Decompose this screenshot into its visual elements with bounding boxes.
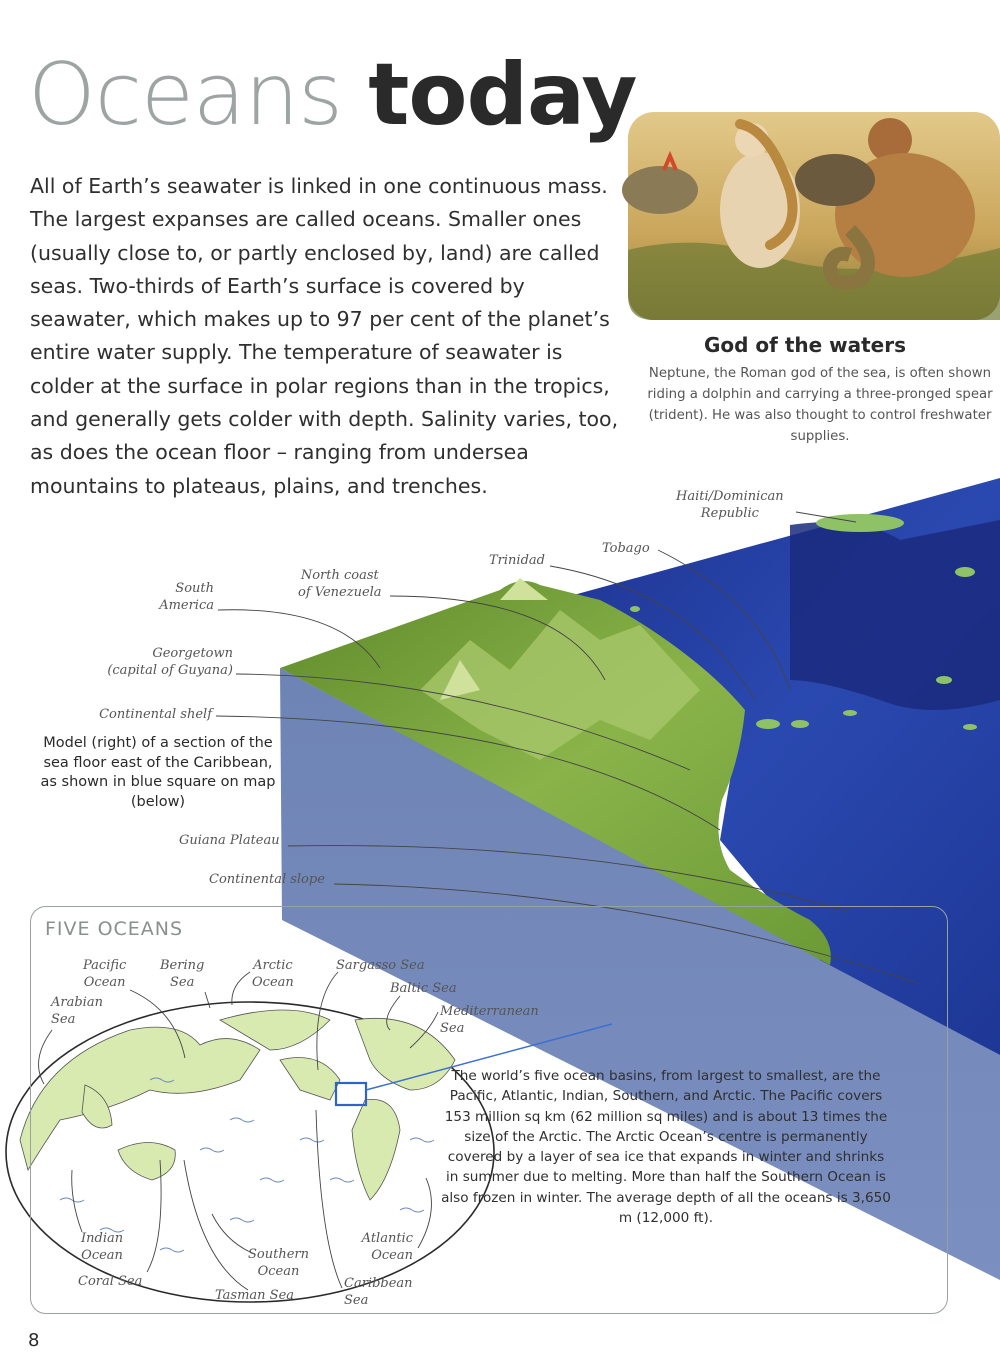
label-southern-ocean: Southern Ocean: [248, 1247, 309, 1279]
label-haiti: Haiti/Dominican Republic: [676, 489, 784, 521]
label-tobago: Tobago: [602, 541, 650, 556]
label-arabian-sea: Arabian Sea: [51, 995, 103, 1027]
page-title: [28, 45, 637, 145]
label-georgetown: Georgetown (capital of Guyana): [107, 646, 233, 678]
page-number: 8: [28, 1330, 40, 1351]
title-bold: today: [368, 45, 637, 145]
label-south-america: South America: [159, 581, 214, 613]
painting-caption: Neptune, the Roman god of the sea, is often shown riding a dolphin and carrying a three-pronged spear (trident). He was also thought to control freshwater supplies.: [647, 366, 993, 444]
label-arctic-ocean: Arctic Ocean: [252, 958, 294, 990]
label-continental-slope: Continental slope: [209, 872, 325, 887]
neptune-painting: [622, 112, 1000, 320]
label-bering-sea: Bering Sea: [160, 958, 205, 990]
label-mediterranean-sea: Mediterranean Sea: [440, 1004, 539, 1036]
label-baltic-sea: Baltic Sea: [390, 981, 457, 996]
label-trinidad: Trinidad: [489, 553, 545, 568]
label-indian-ocean: Indian Ocean: [81, 1231, 124, 1263]
title-light: Oceans: [28, 45, 342, 145]
label-coral-sea: Coral Sea: [78, 1274, 143, 1289]
label-pacific-ocean: Pacific Ocean: [83, 958, 127, 990]
label-caribbean-sea: Caribbean Sea: [344, 1276, 413, 1308]
label-continental-shelf: Continental shelf: [99, 707, 212, 722]
label-atlantic-ocean: Atlantic Ocean: [361, 1231, 413, 1263]
painting-title: God of the waters: [703, 333, 907, 357]
label-sargasso-sea: Sargasso Sea: [336, 958, 425, 973]
label-guiana-plateau: Guiana Plateau: [179, 833, 280, 848]
intro-paragraph: All of Earth’s seawater is linked in one continuous mass. The largest expanses are called oceans. Smaller ones (usually close to, or partly enclosed by, land) are called seas. Two-thirds of Earth’s surface is covered by seawater, which makes up to 97 per cent of the planet’s entire water supply. The temperature of seawater is colder at the surface in polar regions than in the tropics, and generally gets colder with depth. Salinity varies, too, as does the ocean floor – ranging from undersea mountains to plateaus, plains, and trenches.: [30, 174, 619, 498]
label-north-coast: North coast of Venezuela: [298, 568, 382, 600]
label-tasman-sea: Tasman Sea: [215, 1288, 295, 1303]
five-oceans-heading: FIVE OCEANS: [45, 918, 184, 940]
model-note: Model (right) of a section of the sea floor east of the Caribbean, as shown in blue square on map (below): [40, 735, 276, 810]
five-oceans-text: The world’s five ocean basins, from largest to smallest, are the Pacific, Atlantic, Indian, Southern, and Arctic. The Pacific covers 153 million sq km (62 million sq miles) and is about 13 times the size of the Arctic. The Arctic Ocean’s centre is permanently covered by a layer of sea ice that expands in winter and shrinks in summer due to melting. More than half the Southern Ocean is also frozen in winter. The average depth of all the oceans is 3,650 m (12,000 ft).: [441, 1068, 891, 1227]
